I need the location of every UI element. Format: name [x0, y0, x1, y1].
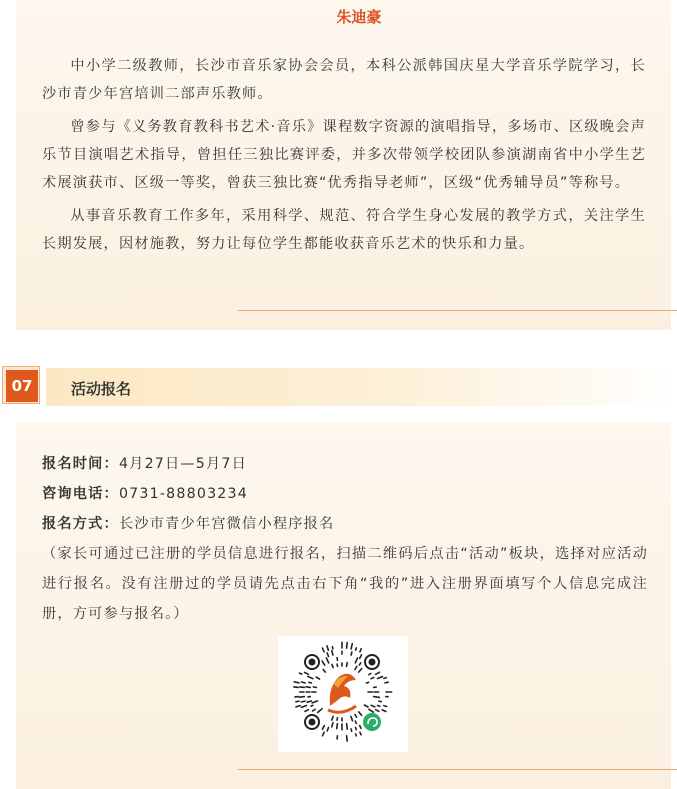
qr-tick [359, 663, 360, 665]
bottom-divider [238, 769, 677, 770]
qr-tick [359, 712, 362, 715]
qr-tick [299, 697, 304, 698]
section-title: 活动报名 [71, 380, 132, 398]
qr-tick [337, 724, 338, 729]
qr-tick [337, 718, 338, 721]
qr-tick [305, 710, 308, 712]
qr-tick [316, 677, 319, 679]
section-header [0, 366, 677, 408]
qr-tick [379, 701, 381, 702]
wechat-badge-icon [363, 713, 381, 731]
qr-tick [332, 716, 333, 720]
qr-tick [305, 672, 309, 674]
qr-tick [347, 724, 348, 729]
qr-tick [360, 726, 361, 729]
qr-tick [385, 682, 388, 683]
qr-tick [308, 676, 313, 678]
qr-tick [351, 652, 352, 655]
section-number-badge: 07 [6, 370, 38, 402]
registration-method-row [42, 509, 648, 539]
qr-tick [300, 673, 302, 674]
qr-tick [301, 701, 305, 702]
qr-tick [366, 682, 368, 683]
registration-info [42, 449, 648, 629]
qr-tick [332, 723, 333, 727]
qr-tick [369, 709, 374, 712]
qr-tick [378, 706, 380, 707]
qr-tick [351, 716, 353, 720]
bio-paragraph: 从事音乐教育工作多年，采用科学、规范、符合学生身心发展的教学方式，关注学生长期发展，因材施教，努力让每位学生都能收获音乐艺术的快乐和力量。 [42, 208, 646, 252]
teacher-profile-card [16, 0, 671, 330]
bio-paragraph: 中小学二级教师，长沙市音乐家协会会员，本科公派韩国庆星大学音乐学院学习，长沙市青少年宫培训二部声乐教师。 [42, 58, 646, 102]
qr-tick [294, 682, 299, 683]
qr-tick [311, 705, 313, 706]
qr-tick [327, 728, 328, 732]
qr-tick [300, 687, 305, 688]
qr-tick [332, 651, 333, 656]
qr-tick [378, 677, 383, 679]
qr-tick [322, 661, 325, 665]
qr-tick [382, 710, 386, 712]
qr-tick [351, 729, 352, 731]
qr-tick [327, 653, 328, 657]
mini-program-qr-code[interactable] [278, 636, 408, 752]
consult-phone-label: 咨询电话： [42, 486, 119, 502]
qr-tick [296, 701, 299, 702]
qr-tick [347, 643, 348, 649]
qr-tick [360, 649, 361, 652]
bio-paragraph: 曾参与《义务教育教科书艺术·音乐》课程数字资源的演唱指导，多场市、区级晚会声乐节目演唱艺术指导，曾担任三独比赛评委，并多次带领学校团队参演湖南省中小学生艺术展演获市、区级一等奖，曾获三独比赛“优秀指导老师”，区级“优秀辅导员”等称号。 [42, 119, 646, 191]
teacher-name-tag [326, 6, 392, 28]
qr-tick [322, 648, 324, 652]
qr-tick [356, 734, 357, 736]
consult-phone-value[interactable]: 0731-88803234 [118, 486, 248, 502]
qr-tick [355, 666, 357, 669]
qr-tick [359, 669, 362, 673]
qr-tick [322, 726, 324, 730]
registration-note: （家长可通过已注册的学员信息进行报名，扫描二维码后点击“活动”板块，选择对应活动进行报名。没有注册过的学员请先点击右下角“我的”进入注册界面填写个人信息完成注册，方可参与报名。） [42, 546, 648, 622]
qr-tick [351, 644, 352, 649]
qr-tick [355, 715, 357, 718]
qr-tick [332, 664, 333, 667]
wechat-mini-program-code-icon [278, 636, 408, 752]
section-header-bar [46, 368, 677, 406]
qr-tick [296, 706, 300, 707]
qr-tick [313, 709, 316, 711]
registration-method-value: 长沙市青少年宫微信小程序报名 [118, 516, 335, 532]
qr-tick [318, 709, 323, 713]
qr-tick [365, 705, 369, 707]
qr-tick [327, 646, 328, 650]
qr-tick [360, 655, 362, 659]
consult-phone-row [42, 479, 648, 509]
qr-tick [371, 678, 374, 679]
qr-tick [307, 701, 311, 702]
qr-tick [384, 678, 387, 679]
qr-tick [369, 674, 371, 675]
qr-tick [371, 705, 375, 707]
qr-tick [355, 658, 357, 663]
registration-card [16, 422, 671, 789]
qr-tick [301, 706, 306, 708]
qr-tick [326, 658, 328, 663]
qr-tick [312, 701, 318, 703]
teacher-bio [42, 52, 646, 263]
qr-tick [384, 706, 387, 707]
registration-time-label: 报名时间： [42, 456, 119, 472]
qr-tick [347, 663, 348, 667]
qr-tick [347, 736, 348, 741]
qr-logo [320, 670, 364, 714]
qr-tick [376, 672, 380, 674]
qr-tick [356, 728, 357, 730]
qr-tick [323, 732, 325, 736]
qr-tick [306, 687, 310, 688]
qr-tick [313, 687, 316, 688]
teacher-name: 朱迪豪 [336, 8, 382, 26]
qr-tick [332, 647, 333, 649]
registration-method-label: 报名方式： [42, 516, 119, 532]
qr-tick [323, 670, 325, 673]
qr-tick [376, 710, 379, 712]
qr-tick [356, 648, 357, 650]
qr-tick [302, 682, 306, 683]
qr-tick [355, 721, 356, 723]
registration-time-row [42, 449, 648, 479]
qr-tick [360, 732, 361, 735]
qr-tick [309, 682, 311, 683]
section-divider [238, 310, 677, 311]
qr-tick [374, 697, 380, 698]
registration-time-value: 4月27日—5月7日 [118, 456, 248, 472]
qr-tick [294, 687, 298, 688]
